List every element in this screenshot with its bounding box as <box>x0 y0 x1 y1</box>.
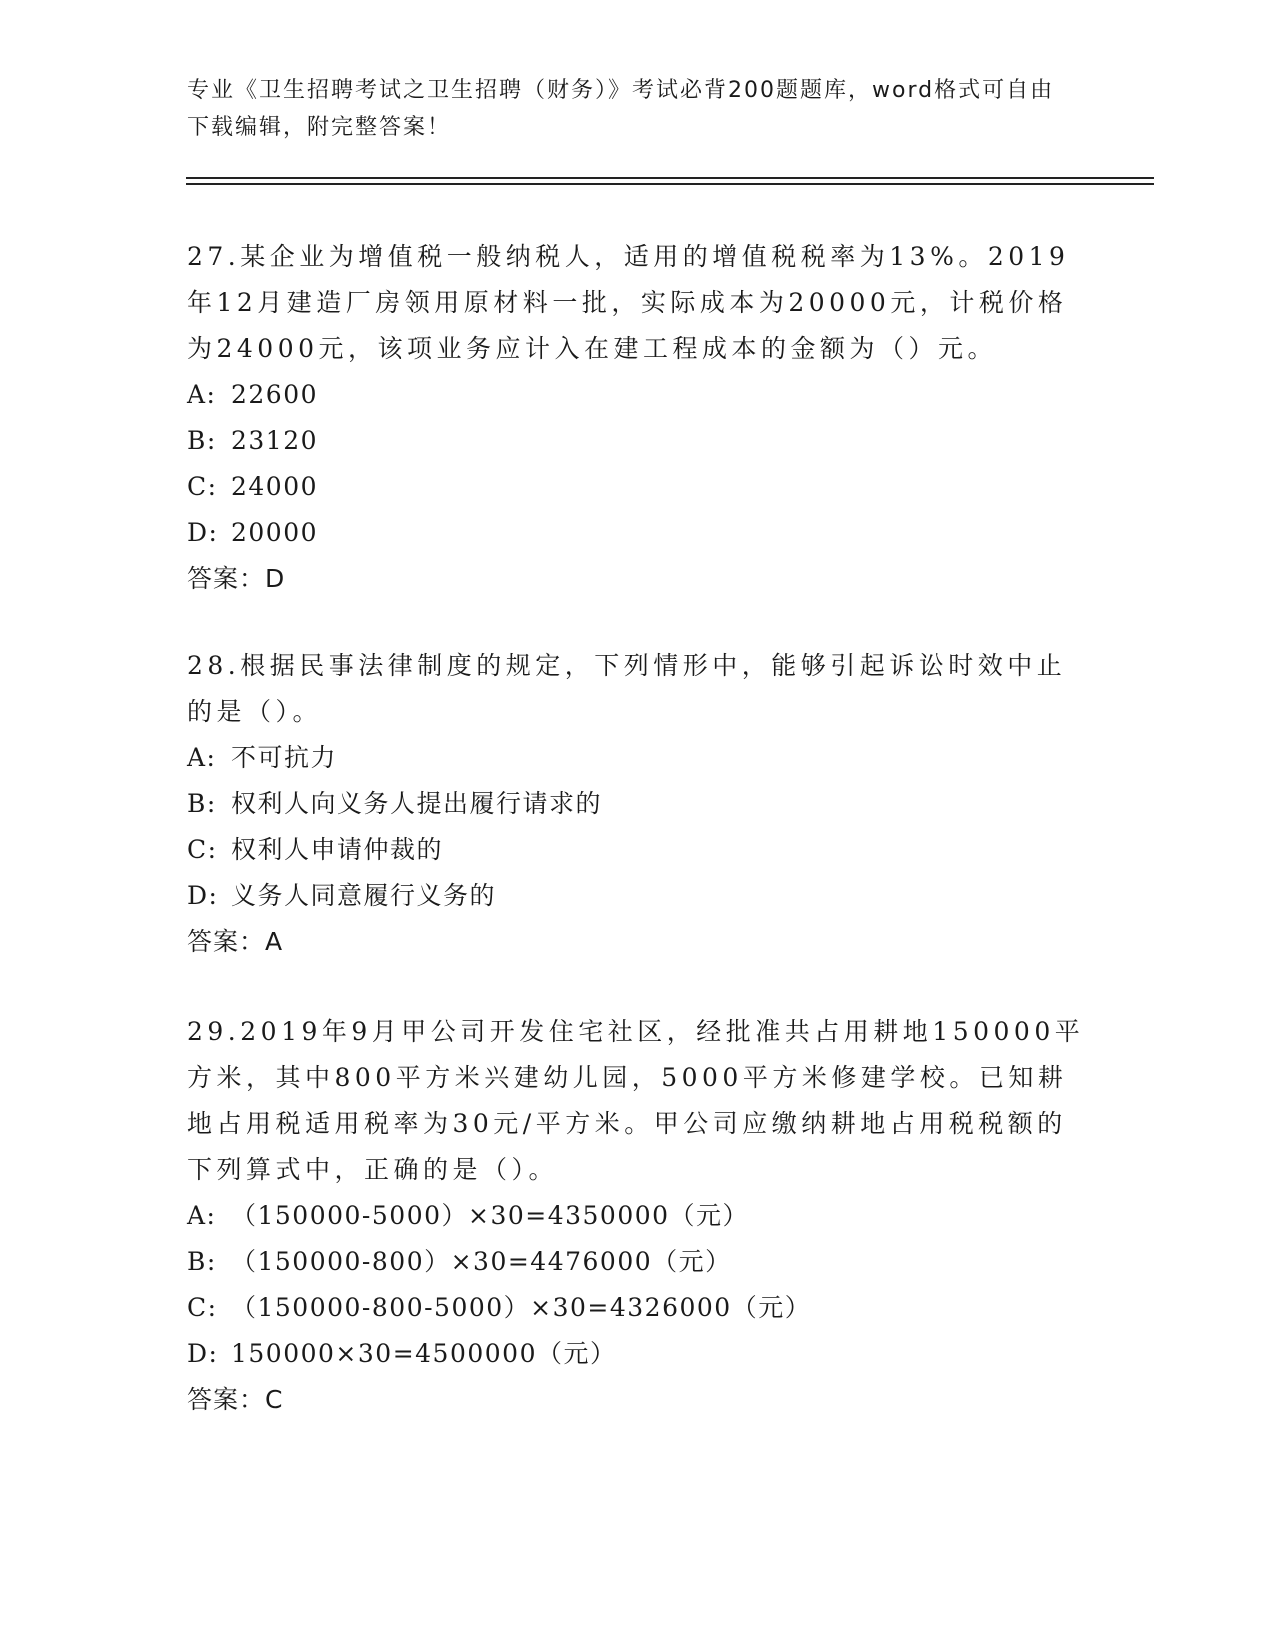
option-c <box>187 1285 1087 1331</box>
option-a <box>187 735 1087 781</box>
option-text: 150000×30=4500000（元） <box>231 1339 617 1368</box>
option-key: C: <box>187 1293 218 1322</box>
option-key: C: <box>187 835 218 864</box>
option-b <box>187 1239 1087 1285</box>
document-header: 专业《卫生招聘考试之卫生招聘（财务）》考试必背200题题库，word格式可自由下载编辑，附完整答案！ <box>187 78 1055 140</box>
option-d <box>187 510 1087 556</box>
option-text: 权利人申请仲裁的 <box>231 835 444 864</box>
question-stem: 28.根据民事法律制度的规定，下列情形中，能够引起诉讼时效中止的是（）。 <box>187 651 1067 726</box>
option-text: 义务人同意履行义务的 <box>231 881 497 910</box>
option-key: D: <box>187 518 219 547</box>
option-b <box>187 781 1087 827</box>
question-28 <box>187 643 1087 965</box>
option-key: B: <box>187 1247 217 1276</box>
option-text: （150000-5000）×30=4350000（元） <box>231 1201 750 1230</box>
option-key: B: <box>187 426 217 455</box>
option-key: D: <box>187 1339 219 1368</box>
option-key: A: <box>187 1201 217 1230</box>
option-text: 不可抗力 <box>231 743 338 772</box>
question-stem: 29.2019年9月甲公司开发住宅社区，经批准共占用耕地150000平方米，其中800平方米兴建幼儿园，5000平方米修建学校。已知耕地占用税适用税率为30元/平方米。甲公司应缴纳耕地占用税税额的下列算式中，正确的是（）。 <box>187 1017 1085 1184</box>
option-text: 22600 <box>231 380 319 409</box>
option-key: A: <box>187 380 217 409</box>
option-d <box>187 1331 1087 1377</box>
answer: 答案：D <box>187 564 286 593</box>
option-a <box>187 372 1087 418</box>
option-text: 24000 <box>231 472 319 501</box>
option-key: C: <box>187 472 218 501</box>
option-c <box>187 827 1087 873</box>
answer: 答案：C <box>187 1385 284 1414</box>
header-divider-top <box>186 177 1154 179</box>
option-key: D: <box>187 881 219 910</box>
option-text: 权利人向义务人提出履行请求的 <box>231 789 603 818</box>
option-c <box>187 464 1087 510</box>
option-text: （150000-800-5000）×30=4326000（元） <box>231 1293 812 1322</box>
option-d <box>187 873 1087 919</box>
option-key: B: <box>187 789 217 818</box>
header-divider-bottom <box>186 183 1154 185</box>
question-27 <box>187 234 1087 602</box>
option-key: A: <box>187 743 217 772</box>
question-stem: 27.某企业为增值税一般纳税人，适用的增值税税率为13%。2019年12月建造厂房领用原材料一批，实际成本为20000元，计税价格为24000元，该项业务应计入在建工程成本的金额为（）元。 <box>187 242 1070 363</box>
option-text: 23120 <box>231 426 319 455</box>
option-text: （150000-800）×30=4476000（元） <box>231 1247 732 1276</box>
question-29 <box>187 1009 1087 1423</box>
answer: 答案：A <box>187 927 284 956</box>
option-text: 20000 <box>231 518 319 547</box>
option-b <box>187 418 1087 464</box>
option-a <box>187 1193 1087 1239</box>
